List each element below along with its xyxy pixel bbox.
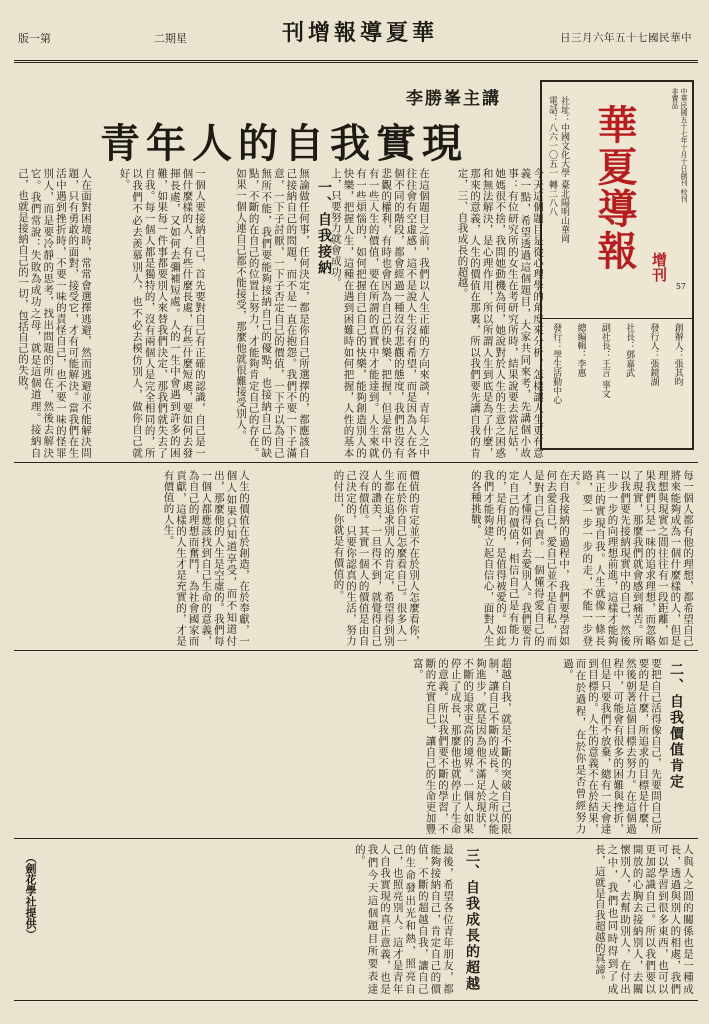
masthead <box>540 80 694 450</box>
staff-item: 副社長：王言 辜文 <box>599 323 610 398</box>
article-column: 超越自我，就是不斷的突破自己的限制，讓自己不斷的成長。人之所以能夠進步，就是因為他不滿足於現狀，不斷的追求更高的境界。一個人如果停止了成長，那麼他也就停止了生命的意義。所以我們要不斷的學習，不斷的充實自己，讓自己的生命更加豐富。 <box>411 658 512 834</box>
section-heading: 二、自我價值肯定 <box>668 662 684 790</box>
staff-list <box>542 318 692 448</box>
edition-label: 增刊 <box>650 252 668 282</box>
publisher: 社址：中國文化大學 臺北陽明山華岡 <box>559 96 569 243</box>
section-heading: 三、自我成長的超越 <box>464 848 480 992</box>
article-column: 在這個題目之前，我們以人生正確的方向來談，青年人之中往往會有空虛感，這不是說人生沒有希望，而是因為人在各個不同的階段，都會經過一種沒有悲觀的態度，我們也沒有悲觀的權利，有時也會因為自己的快樂、把握，但是當中仍有一些人生的價值，要在所謂的真實中才能達到。人生來就有一些煩惱的，如何把握自己自己的快樂，能夠創造別人的快樂，把握人生，這種在遇到困難時如何把握，人性的基本上，只要努力就會成功。 <box>329 168 430 458</box>
article-column: 人與人之間的關係也是一種成長，透過與別人的相處，我們可以學習到很多東西，也可以更加認識自己。所以我們要以開放的心胸去接納別人，去關懷別人，去幫助別人，在付出之中，我們也同時得到了成長，這就是自我超越的真諦。 <box>593 844 694 994</box>
article-column: 人生的價值在於創造，在於奉獻，一個人如果只知道享受，而不知道付出，那麼他的人生是空虛的。我們每一個人都應該找到自己生命的意義，為自己的理想而奮鬥，為社會國家而貢獻，這樣的人生才是充實的，才是有價值的人生。 <box>162 470 250 646</box>
running-header <box>14 10 698 63</box>
paper-name: 刊增報導夏華 <box>282 20 439 46</box>
staff-item: 發行人：張鏡湖 <box>648 323 659 386</box>
staff-item: 創辦人：張其昀 <box>672 323 683 386</box>
newspaper-logo: 華夏導報 <box>591 104 638 272</box>
article-title: 青年人的自我實現 <box>100 120 468 167</box>
article-column: 一個人要接納自己，首先要對自己有正確的認識，自己是一個什麼樣的人，有些什麼長處，有些什麼短處，要如何去發揮長處，又如何去彌補短處。人的一生中會遇到許多的困難，如果每一件事都要別人來替我們決定，那我們就失去了自我。每一個人都是獨特的，沒有兩個人是完全相同的，所以我們不必去羨慕別人，也不必去模仿別人，做你自己就好。 <box>118 168 206 458</box>
phone: 電話：八六一〇五一 轉二八八 <box>547 96 557 216</box>
article-column: 最後，希望各位青年朋友，都能夠接納自己，肯定自己的價值，不斷的超越自我，讓自己的生命發出光和熱，照亮自己，也照亮別人。這才是青年人自我實現的真正意義，也是我們今天這個題目所要表達的。 <box>353 844 454 994</box>
staff-item: 總編輯：李惠 <box>575 323 586 377</box>
section-heading: 一、自我接納 <box>316 180 332 276</box>
page-bottom-rule <box>14 1000 698 1001</box>
article-column: 無論做任何事，任何決定，都是你自己所選擇的，都應該自己接納自己的問題，而不是一直在抱怨。我們不要一下子滿意，一下子討厭，一下子否定自己的價值，一下子以為自己無所不能，我們要能夠接納自己的優點，也接納自己的缺點，不斷的在自己的位置上努力，才能夠肯定自己的存在。如果一個人連自己都不能接受，那麼他就很難接受別人。 <box>235 168 310 458</box>
page-label: 版一第 <box>18 32 51 45</box>
article-column: 人在面對困境時，常常會選擇逃避，然而逃避並不能解決問題，只有勇敢的面對，接受它，才有可能解決。當我們在生活中遇到挫折時，不要一味的責怪自己，也不要一味的怪罪別人，而是要冷靜的思考，找出問題的所在，然後去解決它。我們常說：失敗為成功之母，就是這個道理。接納自己，也就是接納自己的一切，包括自己的失敗。 <box>17 168 92 458</box>
newspaper-page <box>14 10 698 1010</box>
article-column: 要把自己活得像自己，先要問自己所要的是什麼，所追求的目標是什麼，然後朝著這個目標去努力。在這個過程中，可能會有很多的困難與挫折，但是只要我們不放棄，總有一天會達到目標的。人生的意義不在於結果，而在於過程，在於你是否曾經努力過。 <box>561 658 662 834</box>
article-column: 在自我接納的過程中，我們要學習如何去愛自己，愛自己並不是自私，而是對自己負責。一個懂得愛自己的人，才懂得如何去愛別人。我們要肯定自己的價值，相信自己是有能力的，是有用的，是值得被愛的。如此我們才能夠建立起自信心，面對人生的各種挑戰。 <box>469 470 570 646</box>
staff-item: 社長：鄧嘉武 <box>624 323 635 377</box>
article-byline: 李勝峯主講 <box>406 89 501 109</box>
publication-info: 中華民國五十七年十月十日創刊 校刊 非賣品 <box>671 88 688 203</box>
article-column: 每一個人都有他的理想，都希望自己將來能夠成為一個什麼樣的人，但是理想與現實之間往往有一段距離，如果我們只是一味的追求理想，而忽略了現實，那麼我們就會感到痛苦。所以我們要先接納現實中的自己，然後一步一步的向理想前進，這樣才能夠真正的實現自我。人生就像一條長路，要一步一步的走，不能一步登天。 <box>568 470 694 646</box>
column-divider <box>14 462 698 463</box>
publisher-address <box>546 96 570 306</box>
column-divider <box>14 838 698 839</box>
edition-number: 57 <box>675 282 686 291</box>
article-column: 價值的肯定並不在於別人怎麼看你，而在於你自己怎麼看自己。很多人一生都在追求別人的肯定，希望得到別人的讚美，一旦得不到，就覺得自己沒有價值。其實一個人的價值是由自己決定的，只要你認真的生活，努力的付出，你就是有價值的。 <box>332 470 420 646</box>
issue-label: 二期星 <box>154 32 187 45</box>
article-credit: （劍花學社提供） <box>24 852 37 940</box>
article-column: 今天這個題目是從心理學的角度來分析，怎樣讓人生更有意義一點，希望透過這個題目，大家共同來考，先講個小故事：有位研究所的女生在考研究所時，結果說要去當尼姑，她媽很不捨，我問她動機為何，她說對於人生的生意之困惑和無法解決，是心理作用，所以所謂人生到底是為了什麼，那來的意義，人生的價值在那裏，所以我們要先講自我的肯定，三、自我成長的超越。 <box>456 168 544 458</box>
staff-item: 發行：學生活動中心 <box>551 323 562 404</box>
column-divider <box>14 650 698 651</box>
issue-date: 日三月六年五十七國民華中 <box>560 32 692 44</box>
